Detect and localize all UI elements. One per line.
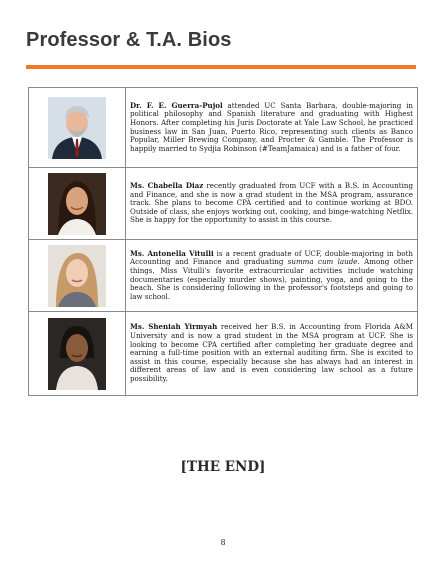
bio-text-cell [126, 168, 418, 240]
bio-text: . Among other things, Miss Vitulli's favorite extracurricular activities include watching documentaries (especially murder shows), painting, yoga, and going to the beach. She is considering following in the professor's footsteps and going to law school. [130, 257, 413, 301]
bio-paragraph [130, 250, 413, 302]
professor-photo [48, 97, 106, 159]
bio-text: is a recent graduate of UCF, double-majoring in both Accounting and Finance and graduating [130, 248, 413, 267]
bio-name: Ms. Chabella Diaz [130, 181, 204, 191]
bio-emphasis: summa cum laude [287, 257, 358, 267]
bio-name: Dr. F. E. Guerra-Pujol [130, 100, 223, 110]
bio-paragraph [130, 182, 413, 225]
ta-photo [48, 318, 106, 390]
bio-text: recently graduated from UCF with a B.S. in Accounting and Finance, and she is now a grad student in the MSA program, assurance track. She plans to become CPA certified and to continue working at BDO. Outside of class, she enjoys working out, cooking, and binge-watching Netflix. She is happy for the opportunity to assist in this course. [130, 181, 413, 225]
page-title: Professor & T.A. Bios [26, 29, 232, 51]
photo-cell [29, 88, 126, 168]
bio-text: attended UC Santa Barbara, double-majoring in political philosophy and Spanish literature and graduating with Highest Honors. After completing his Juris Doctorate at Yale Law School, he practiced business law in San Juan, Puerto Rico, representing such clients as Banco Popular, Miller Brewing Company, and Procter & Gamble. The Professor is happily married to Sydjia Robinson (#TeamJamaica) and is a father of four. [130, 100, 414, 153]
bios-table [28, 87, 418, 396]
bio-row-professor [29, 88, 418, 168]
bio-text-cell [126, 240, 418, 312]
bio-name: Ms. Sheniah Yirmyah [130, 322, 218, 332]
page-number: 8 [220, 538, 226, 547]
title-divider [26, 65, 416, 69]
bio-paragraph [130, 102, 413, 154]
the-end: [THE END] [180, 459, 266, 475]
bio-row-ta [29, 312, 418, 396]
ta-photo [48, 245, 106, 307]
bio-text: received her B.S. in Accounting from Florida A&M University and is now a grad student in the MSA program at UCF. She is looking to become CPA certified after completing her graduate degree and earning a full-time position with an external auditing firm. She is excited to assist in this course, especially because she has always had an interest in different areas of law and is even considering law school as a future possibility. [130, 322, 413, 383]
bio-text-cell [126, 312, 418, 396]
bio-name: Ms. Antonella Vitulli [130, 248, 214, 258]
bio-text-cell [126, 88, 418, 168]
ta-photo [48, 173, 106, 235]
photo-cell [29, 312, 126, 396]
photo-cell [29, 240, 126, 312]
photo-cell [29, 168, 126, 240]
bio-paragraph [130, 323, 413, 383]
bio-row-ta [29, 168, 418, 240]
bio-row-ta [29, 240, 418, 312]
